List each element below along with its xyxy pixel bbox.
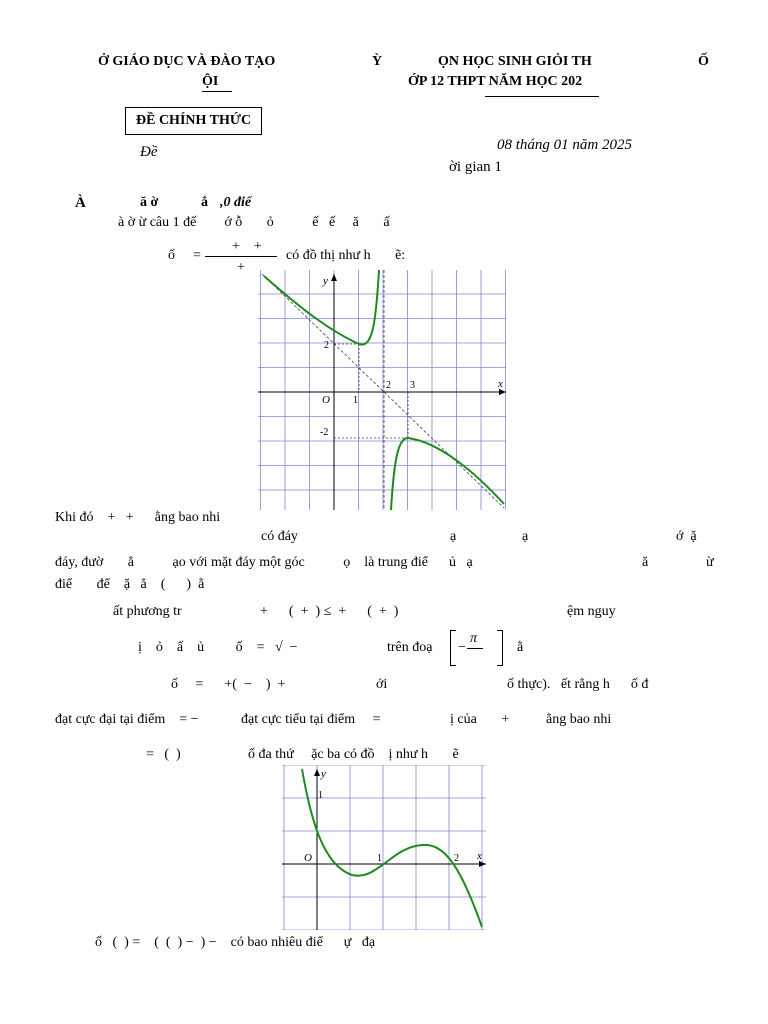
q2-line3: điể để ặ ẳ ( ) ằ bbox=[55, 577, 205, 592]
q2-line2-c: ừ bbox=[706, 555, 714, 570]
q5-line2-c: ị của + bbox=[450, 712, 510, 727]
q5-line2-d: ằng bao nhi bbox=[546, 712, 612, 727]
q4-interval-fraction-bar bbox=[467, 648, 483, 649]
graph-1-guides bbox=[334, 344, 408, 438]
graph-1 bbox=[258, 270, 510, 510]
graph-1-xtick-1: 1 bbox=[353, 395, 358, 406]
q2-line2-a: đáy, đườ ẳ ạo với mặt đáy một góc ọ là trung điể ủ ạ bbox=[55, 555, 473, 570]
q3-text-b: + ( + ) ≤ + ( + ) bbox=[260, 604, 399, 619]
graph-2-xtick-2: 2 bbox=[454, 853, 459, 864]
graph-1-curve-left bbox=[264, 270, 379, 345]
q5-text-c: ố thực). ết rằng h ố đ bbox=[507, 677, 649, 692]
q1-denominator: + bbox=[237, 260, 245, 275]
q1-tail: có đồ thị như h ẽ: bbox=[286, 248, 406, 263]
header-exam-line1: ỌN HỌC SINH GIỎI TH bbox=[438, 54, 592, 69]
q1-numerator: + + bbox=[232, 239, 262, 254]
q5-text-a: ố = +( − ) + bbox=[171, 677, 286, 692]
graph-2-axes bbox=[282, 769, 486, 930]
q6-text-b: ố đa thứ ặc ba có đồ ị như h ẽ bbox=[248, 747, 459, 762]
q6-text-a: = ( ) bbox=[146, 747, 181, 762]
header-org-line2: ỘI bbox=[202, 75, 232, 92]
section-title-points: ,0 điể bbox=[220, 195, 252, 210]
graph-1-ytick-neg2: -2 bbox=[320, 427, 329, 438]
graph-2-xtick-1: 1 bbox=[377, 853, 382, 864]
q1-question: Khi đó + + ằng bao nhi bbox=[55, 510, 221, 525]
exam-code-label: Đề bbox=[140, 144, 158, 160]
graph-2-x-label: x bbox=[477, 850, 482, 862]
q2-line1-b: ạ bbox=[450, 529, 457, 544]
exam-date: 08 tháng 01 năm 2025 bbox=[497, 137, 632, 153]
official-badge: ĐỀ CHÍNH THỨC bbox=[125, 107, 262, 135]
q4-interval-bracket-right bbox=[497, 630, 503, 666]
graph-1-x-label: x bbox=[498, 378, 503, 390]
section-instruction: à ờ ừ câu 1 đế ớ ỗ ỏ ế ế ă ấ bbox=[118, 215, 390, 230]
exam-time: ời gian 1 bbox=[449, 159, 502, 175]
graph-1-curve-right bbox=[391, 438, 504, 510]
q4-interval-neg: − bbox=[458, 640, 466, 655]
graph-2-y-arrow bbox=[314, 769, 320, 776]
q3-text-a: ất phương tr bbox=[113, 604, 182, 619]
graph-2-y-label: y bbox=[321, 768, 326, 780]
header-org-line1: Ở GIÁO DỤC VÀ ĐÀO TẠO bbox=[98, 54, 276, 69]
q1-equals: = bbox=[193, 248, 201, 263]
q1-lead: ố bbox=[168, 248, 175, 263]
q3-text-c: ệm nguy bbox=[567, 604, 616, 619]
header-exam-line1-end: Ố bbox=[698, 54, 709, 69]
section-title-a: À bbox=[75, 195, 86, 211]
header-mid: Ỳ bbox=[372, 54, 383, 69]
graph-1-ytick-2: 2 bbox=[324, 340, 329, 351]
graph-2-origin: O bbox=[304, 852, 312, 864]
q6-bottom: ố ( ) = ( ( ) − ) − có bao nhiêu điể ự đạ bbox=[95, 935, 376, 950]
header-underline bbox=[485, 96, 599, 97]
graph-2 bbox=[282, 765, 492, 930]
q2-line1-d: ớ ặ bbox=[676, 529, 697, 544]
graph-1-origin: O bbox=[322, 394, 330, 406]
q5-line2-a: đạt cực đại tại điểm = − bbox=[55, 712, 199, 727]
graph-2-curve bbox=[302, 769, 482, 927]
graph-2-grid bbox=[282, 765, 486, 930]
graph-1-axes bbox=[258, 274, 506, 510]
q4-interval-bracket-left bbox=[450, 630, 456, 666]
q2-line2-b: ă bbox=[642, 555, 649, 570]
q1-fraction-bar bbox=[205, 256, 277, 257]
q4-text-a: ị ỏ ấ ủ ố = √ − bbox=[138, 640, 298, 655]
graph-1-y-label: y bbox=[323, 275, 328, 287]
graph-1-xtick-3: 3 bbox=[410, 380, 415, 391]
q4-text-c: ằ bbox=[517, 640, 524, 655]
q2-line1-a: có đáy bbox=[261, 529, 298, 544]
q5-text-b: ới bbox=[376, 677, 388, 692]
q5-line2-b: đạt cực tiểu tại điểm = bbox=[241, 712, 381, 727]
q4-interval-pi: π bbox=[470, 631, 478, 646]
header-exam-line2: ỚP 12 THPT NĂM HỌC 202 bbox=[408, 74, 583, 89]
section-title-b: ă ờ bbox=[140, 195, 159, 210]
graph-1-y-arrow bbox=[331, 274, 337, 281]
graph-1-xtick-2: 2 bbox=[386, 380, 391, 391]
q2-line1-c: ạ bbox=[522, 529, 529, 544]
q4-interval-label: trên đoạ bbox=[387, 640, 433, 655]
graph-2-ytick-1: 1 bbox=[318, 790, 323, 801]
section-title-c: ắ bbox=[201, 195, 208, 210]
